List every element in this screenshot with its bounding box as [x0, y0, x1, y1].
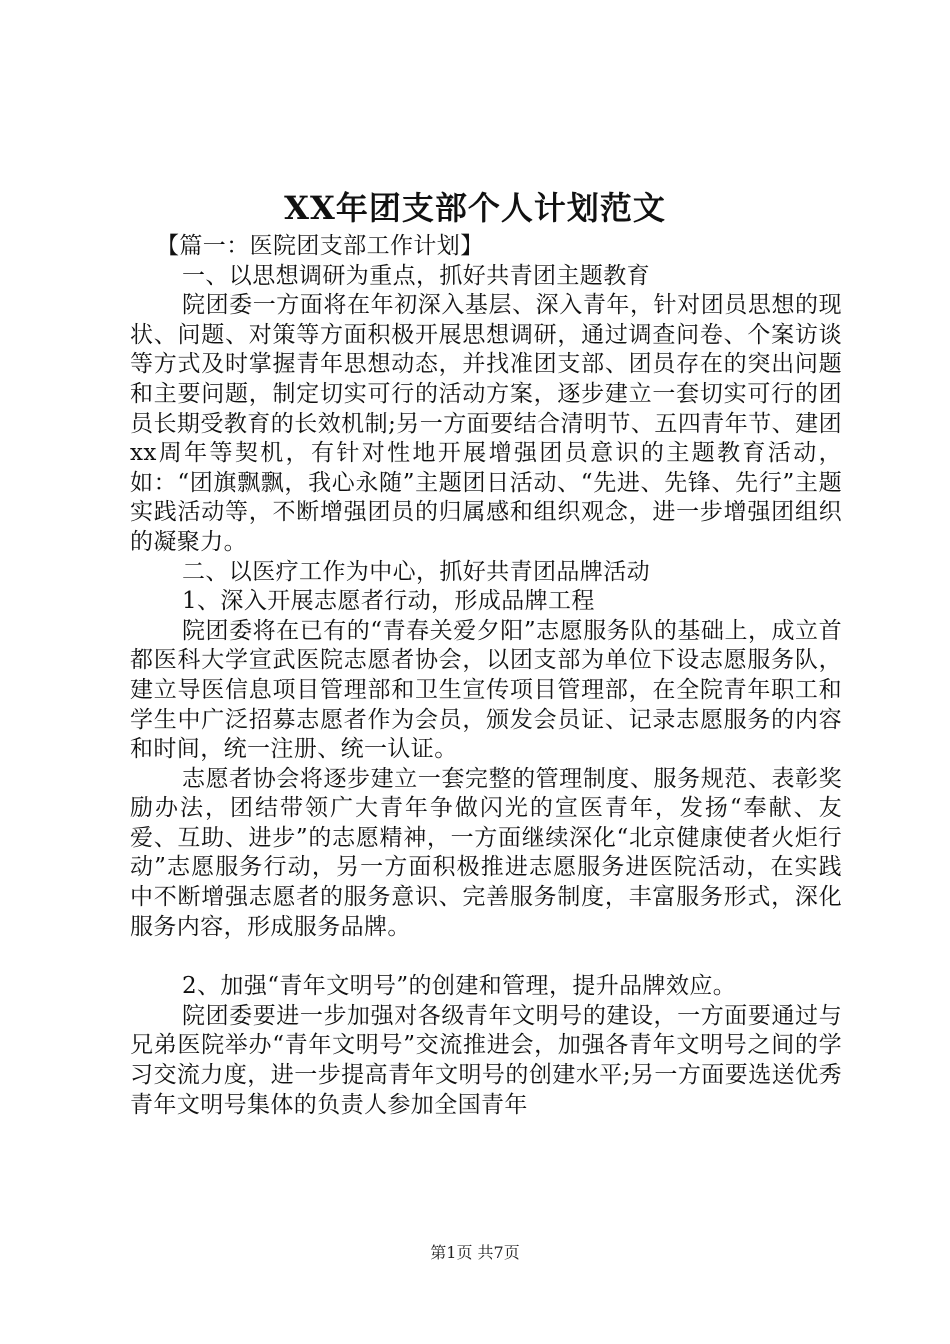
body-paragraph: 志愿者协会将逐步建立一套完整的管理制度、服务规范、表彰奖励办法，团结带领广大青年争做闪光的宣医青年，发扬“奉献、友爱、互助、进步”的志愿精神，一方面继续深化“北京健康使者火炬行动”志愿服务行动，另一方面积极推进志愿服务进医院活动，在实践中不断增强志愿者的服务意识、完善服务制度，丰富服务形式，深化服务内容，形成服务品牌。: [130, 765, 842, 940]
section-heading: 【篇一：医院团支部工作计划】: [156, 233, 484, 259]
paragraph-gap: [130, 942, 842, 972]
body-paragraph: 院团委一方面将在年初深入基层、深入青年，针对团员思想的现状、问题、对策等方面积极开展思想调研，通过调查问卷、个案访谈等方式及时掌握青年思想动态，并找准团支部、团员存在的突出问题和主要问题，制定切实可行的活动方案，逐步建立一套切实可行的团员长期受教育的长效机制;另一方面要结合清明节、五四青年节、建团xx周年等契机，有针对性地开展增强团员意识的主题教育活动，如：“团旗飘飘，我心永随”主题团日活动、“先进、先锋、先行”主题实践活动等，不断增强团员的归属感和组织观念，进一步增强团组织的凝聚力。: [130, 292, 842, 555]
subsection-heading: 2、加强“青年文明号”的创建和管理，提升品牌效应。: [182, 973, 737, 1000]
subsection-heading: 一、以思想调研为重点，抓好共青团主题教育: [182, 262, 650, 289]
page-footer: 第1页 共7页: [430, 1243, 520, 1262]
body-paragraph: 院团委要进一步加强对各级青年文明号的建设，一方面要通过与兄弟医院举办“青年文明号”交流推进会，加强各青年文明号之间的学习交流力度，进一步提高青年文明号的创建水平;另一方面要选送优秀青年文明号集体的负责人参加全国青年: [130, 1002, 842, 1118]
body-paragraph: 院团委将在已有的“青春关爱夕阳”志愿服务队的基础上，成立首都医科大学宣武医院志愿者协会，以团支部为单位下设志愿服务队，建立导医信息项目管理部和卫生宣传项目管理部，在全院青年职工和学生中广泛招募志愿者作为会员，颁发会员证、记录志愿服务的内容和时间，统一注册、统一认证。: [130, 617, 842, 763]
document-body: [130, 232, 842, 1120]
subsection-heading: 1、深入开展志愿者行动，形成品牌工程: [182, 588, 595, 615]
subsection-heading: 二、以医疗工作为中心，抓好共青团品牌活动: [182, 558, 650, 585]
document-title: XX年团支部个人计划范文: [284, 189, 666, 227]
